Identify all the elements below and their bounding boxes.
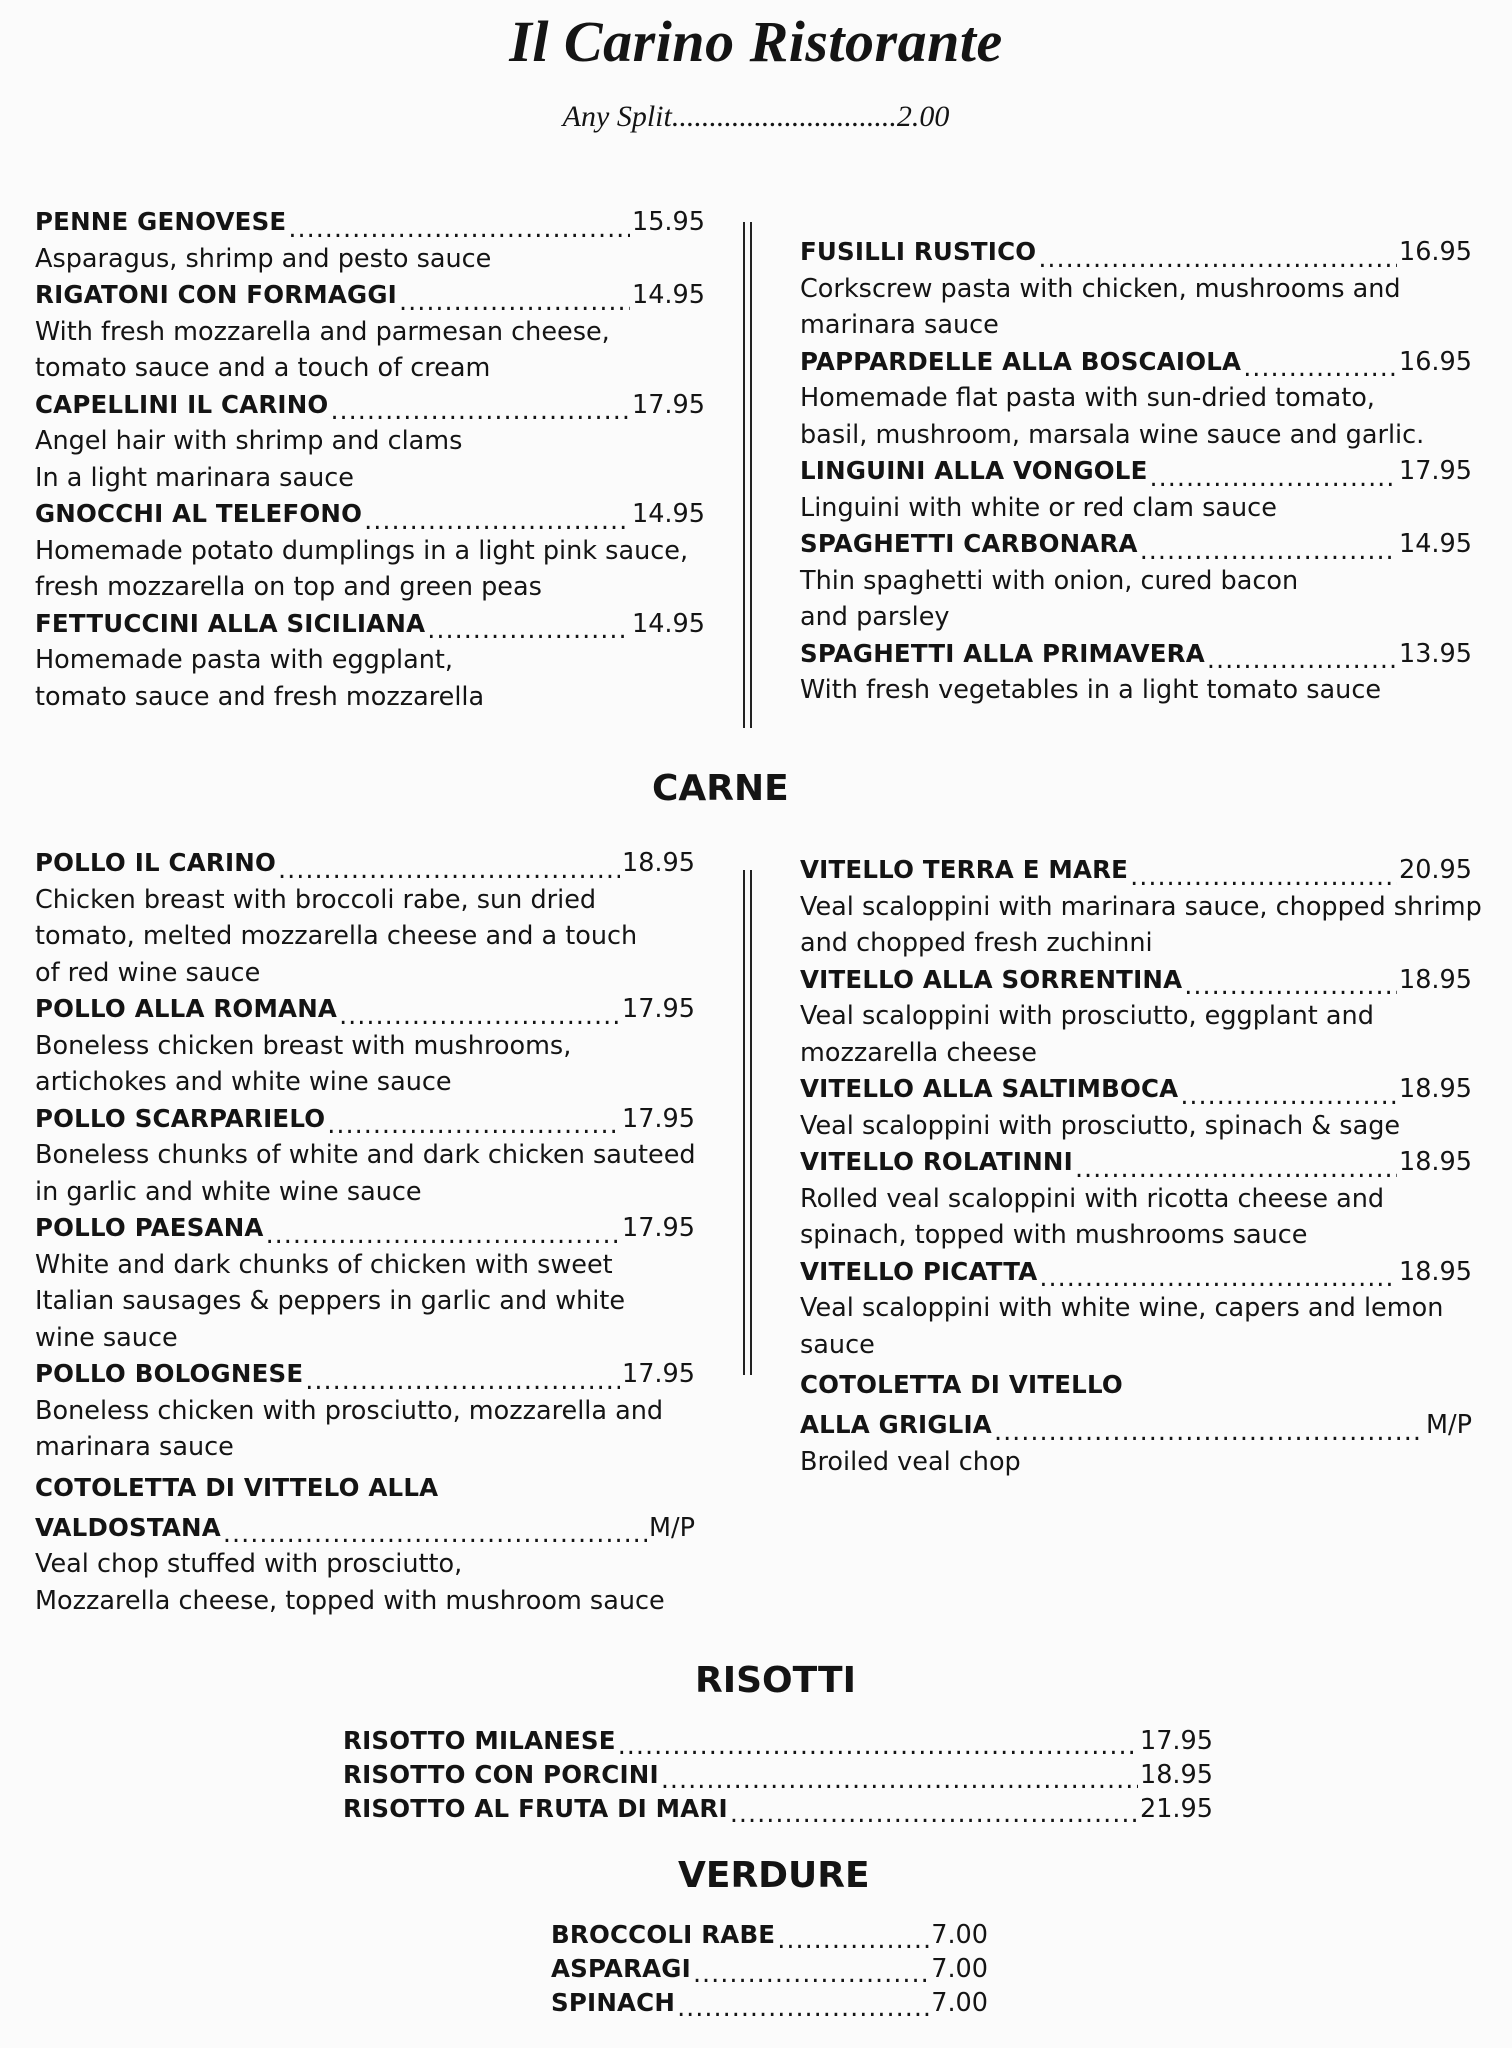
menu-item (35, 1101, 695, 1211)
menu-item-name: PENNE GENOVESE (35, 207, 287, 236)
menu-item-price: 14.95 (631, 608, 705, 639)
dot-leader (661, 1768, 1138, 1792)
menu-item-row (35, 991, 695, 1028)
carne-divider-inner (750, 870, 752, 1375)
menu-item-price: 14.95 (631, 499, 705, 529)
dot-leader (339, 1004, 620, 1028)
menu-item-price: 17.95 (1139, 1726, 1213, 1756)
verdure-heading: VERDURE (678, 1855, 870, 1896)
menu-item-description: and chopped fresh zuchinni (800, 928, 1153, 958)
menu-item (35, 845, 695, 991)
menu-item-row (551, 1918, 988, 1952)
menu-item-description: marinara sauce (35, 1432, 234, 1462)
menu-item (800, 852, 1482, 962)
menu-item (800, 1144, 1472, 1254)
menu-item-row (35, 606, 705, 643)
menu-item-name: POLLO PAESANA (35, 1213, 264, 1242)
risotti-list (343, 1724, 1213, 1826)
menu-item-row (35, 845, 695, 882)
menu-item-description: Broiled veal chop (800, 1446, 1021, 1477)
dot-leader (730, 1802, 1138, 1826)
menu-item-description: Corkscrew pasta with chicken, mushrooms and (800, 273, 1401, 304)
dot-leader (1130, 865, 1397, 889)
menu-item-price: 17.95 (621, 1213, 695, 1243)
menu-item-row (800, 852, 1472, 889)
menu-item (551, 1952, 988, 1986)
dot-leader (1140, 539, 1397, 563)
menu-item-row (35, 1356, 695, 1393)
menu-item-row (343, 1724, 1213, 1758)
menu-item-description: Angel hair with shrimp and clams (35, 426, 463, 456)
menu-item (35, 606, 705, 716)
menu-item-description: With fresh vegetables in a light tomato sauce (800, 675, 1382, 705)
pasta-divider-inner (750, 222, 752, 728)
dot-leader (399, 290, 630, 314)
menu-item-description: Veal scaloppini with white wine, capers and lemon (800, 1293, 1444, 1323)
menu-item-row (551, 1986, 988, 2020)
carne-divider (743, 870, 745, 1375)
menu-item-price: 7.00 (931, 1920, 988, 1950)
menu-item (35, 991, 695, 1101)
menu-item-description: artichokes and white wine sauce (35, 1067, 452, 1097)
menu-item-description: Chicken breast with broccoli rabe, sun dried (35, 884, 597, 915)
menu-item-price: 16.95 (1398, 237, 1472, 267)
menu-item-description: sauce (800, 1329, 875, 1360)
menu-item-name: FUSILLI RUSTICO (800, 237, 1037, 266)
menu-item-description: Linguini with white or red clam sauce (800, 492, 1277, 523)
menu-item-description: Veal scaloppini with prosciutto, eggplant and (800, 1001, 1374, 1031)
menu-item (800, 453, 1472, 526)
menu-item-price: 16.95 (1398, 346, 1472, 377)
menu-item-row (800, 1254, 1472, 1291)
menu-item-description: In a light marinara sauce (35, 462, 354, 493)
menu-item (343, 1792, 1213, 1826)
menu-item (551, 1918, 988, 1952)
menu-item-row (800, 344, 1472, 381)
menu-item-row (35, 1210, 695, 1247)
menu-item-name: SPINACH (551, 1988, 676, 2017)
menu-item-name: LINGUINI ALLA VONGOLE (800, 456, 1148, 485)
menu-item-name: VITELLO TERRA E MARE (800, 855, 1129, 884)
menu-item-price: 18.95 (1398, 1147, 1472, 1177)
menu-item-name: ASPARAGI (551, 1954, 691, 1983)
menu-item-description: spinach, topped with mushrooms sauce (800, 1220, 1308, 1250)
menu-item (800, 962, 1472, 1072)
menu-item-name: VITELLO ALLA SORRENTINA (800, 964, 1183, 994)
menu-item-name: SPAGHETTI CARBONARA (800, 529, 1138, 558)
menu-item-price: 14.95 (631, 280, 705, 310)
menu-item-price: 20.95 (1398, 855, 1472, 885)
menu-item-price: 21.95 (1139, 1794, 1213, 1824)
menu-item-row (800, 1071, 1472, 1108)
dot-leader (693, 1962, 929, 1986)
verdure-list (551, 1918, 988, 2020)
menu-item (800, 1071, 1472, 1144)
menu-item-name: SPAGHETTI ALLA PRIMAVERA (800, 638, 1205, 668)
menu-item-name: POLLO IL CARINO (35, 848, 277, 877)
any-split-line (0, 100, 1512, 134)
menu-item (551, 1986, 988, 2020)
menu-item-name: POLLO ALLA ROMANA (35, 994, 338, 1023)
menu-item (35, 1356, 695, 1466)
menu-item-description: Homemade potato dumplings in a light pink sauce, (35, 535, 689, 566)
menu-item-description: and parsley (800, 602, 950, 632)
pasta-right-column (800, 234, 1472, 709)
carne-right-column (800, 852, 1482, 1480)
menu-item-price: 17.95 (631, 389, 705, 420)
split-price: 2.00 (896, 100, 950, 133)
menu-item-price: 13.95 (1398, 638, 1472, 669)
menu-item-name: POLLO SCARPARIELO (35, 1103, 326, 1133)
menu-item-name: RIGATONI CON FORMAGGI (35, 280, 397, 309)
menu-item-description: wine sauce (35, 1322, 178, 1353)
menu-item-name: VALDOSTANA (35, 1512, 221, 1542)
menu-item-row (35, 387, 705, 424)
pasta-left-column (35, 204, 705, 715)
menu-item-name: RISOTTO AL FRUTA DI MARI (343, 1794, 728, 1823)
restaurant-title: Il Carino Ristorante (509, 9, 1003, 74)
menu-item-row (343, 1758, 1213, 1792)
carne-left-column (35, 845, 695, 1619)
carne-heading: CARNE (652, 768, 789, 809)
menu-item-name: GNOCCHI AL TELEFONO (35, 499, 363, 528)
menu-item-row (35, 1101, 695, 1138)
menu-item-row (800, 526, 1472, 563)
menu-item-description: in garlic and white wine sauce (35, 1176, 422, 1207)
menu-item-description: tomato sauce and a touch of cream (35, 353, 491, 383)
dot-leader (1243, 356, 1397, 380)
dot-leader (994, 1420, 1424, 1444)
menu-item-row (551, 1952, 988, 1986)
menu-item-row (800, 636, 1472, 673)
menu-item-price: 7.00 (931, 1954, 988, 1984)
menu-item-row (800, 962, 1472, 999)
menu-item-description: marinara sauce (800, 310, 999, 340)
menu-item-description: Homemade pasta with eggplant, (35, 645, 454, 675)
menu-item (35, 387, 705, 497)
dot-leader (1207, 648, 1397, 672)
split-label: Any Split (562, 100, 672, 133)
dot-leader (327, 1113, 620, 1137)
dot-leader (677, 1996, 929, 2020)
menu-item-price: 14.95 (1398, 529, 1472, 559)
menu-item (35, 1210, 695, 1356)
menu-item (800, 344, 1472, 454)
menu-item-row (35, 1510, 695, 1547)
menu-item (35, 1466, 695, 1620)
dot-leader (1150, 466, 1397, 490)
menu-item-description: fresh mozzarella on top and green peas (35, 572, 542, 602)
menu-item-name: VITELLO ROLATINNI (800, 1147, 1073, 1176)
menu-item-description: tomato sauce and fresh mozzarella (35, 681, 485, 712)
dot-leader (278, 858, 620, 882)
menu-item-description: Homemade flat pasta with sun-dried tomato, (800, 383, 1375, 413)
dot-leader (427, 618, 630, 642)
menu-item-description: Veal scaloppini with prosciutto, spinach & sage (800, 1110, 1401, 1141)
menu-item-price: 7.00 (931, 1988, 988, 2018)
menu-item-description: White and dark chunks of chicken with sweet (35, 1249, 613, 1280)
menu-item-description: basil, mushroom, marsala wine sauce and garlic. (800, 419, 1425, 450)
dot-leader (330, 399, 630, 423)
menu-item-price: 18.95 (1398, 1256, 1472, 1287)
dot-leader (1038, 247, 1397, 271)
menu-item-row (35, 204, 705, 241)
dot-leader (305, 1369, 620, 1393)
dot-leader (223, 1522, 647, 1546)
menu-item-row (35, 277, 705, 314)
menu-item-price: M/P (649, 1512, 695, 1543)
menu-item (343, 1724, 1213, 1758)
menu-item-description: Boneless chicken with prosciutto, mozzarella and (35, 1395, 664, 1426)
menu-item-description: Boneless chicken breast with mushrooms, (35, 1030, 572, 1061)
menu-item (800, 636, 1472, 709)
dot-leader (1184, 974, 1397, 998)
menu-item-row (800, 1144, 1472, 1181)
menu-item-name: PAPPARDELLE ALLA BOSCAIOLA (800, 346, 1242, 376)
menu-item (800, 1254, 1472, 1364)
risotti-heading: RISOTTI (695, 1660, 856, 1701)
menu-item-name-line1: COTOLETTA DI VITELLO (800, 1370, 1123, 1399)
menu-item-name: VITELLO PICATTA (800, 1256, 1038, 1286)
menu-item-price: 17.95 (1398, 456, 1472, 486)
menu-item-price: 18.95 (621, 848, 695, 878)
menu-item-description: Veal chop stuffed with prosciutto, (35, 1549, 463, 1579)
dot-leader (618, 1734, 1138, 1758)
dot-leader (1039, 1266, 1397, 1290)
menu-item-row (35, 496, 705, 533)
menu-item-price: 17.95 (621, 994, 695, 1024)
menu-item (800, 526, 1472, 636)
menu-item-description: of red wine sauce (35, 957, 261, 988)
menu-item-price: M/P (1426, 1410, 1472, 1440)
menu-item-row (343, 1792, 1213, 1826)
menu-item-row (800, 453, 1472, 490)
dot-leader (777, 1928, 929, 1952)
menu-item-price: 17.95 (621, 1359, 695, 1389)
menu-item-price: 17.95 (621, 1103, 695, 1134)
menu-item-name: FETTUCCINI ALLA SICILIANA (35, 608, 426, 638)
menu-item-row (800, 1407, 1472, 1444)
dot-leader (364, 509, 630, 533)
dot-leader (288, 217, 630, 241)
menu-item-description: Italian sausages & peppers in garlic and white (35, 1286, 626, 1316)
menu-item-name-line1: COTOLETTA DI VITTELO ALLA (35, 1472, 439, 1502)
menu-item-description: Asparagus, shrimp and pesto sauce (35, 243, 492, 274)
menu-item (800, 1363, 1472, 1480)
menu-item-price: 18.95 (1398, 1074, 1472, 1104)
dot-leader (1180, 1084, 1397, 1108)
menu-item-name: POLLO BOLOGNESE (35, 1359, 304, 1388)
menu-item-description: Thin spaghetti with onion, cured bacon (800, 565, 1299, 596)
menu-item-row (800, 234, 1472, 271)
menu-item-price: 18.95 (1139, 1760, 1213, 1790)
menu-item-name: RISOTTO MILANESE (343, 1726, 616, 1755)
menu-item-name: RISOTTO CON PORCINI (343, 1760, 659, 1789)
menu-item-description: With fresh mozzarella and parmesan cheese, (35, 316, 610, 347)
menu-item-description: mozzarella cheese (800, 1037, 1037, 1068)
menu-item-name: BROCCOLI RABE (551, 1920, 776, 1949)
menu-item (35, 496, 705, 606)
menu-item-description: Veal scaloppini with marinara sauce, chopped shrimp (800, 891, 1482, 922)
menu-item-name: CAPELLINI IL CARINO (35, 389, 329, 419)
menu-item-price: 18.95 (1398, 964, 1472, 995)
menu-item (800, 234, 1472, 344)
menu-item-price: 15.95 (631, 207, 705, 237)
menu-item-description: Boneless chunks of white and dark chicken sauteed (35, 1140, 696, 1170)
menu-item-name: VITELLO ALLA SALTIMBOCA (800, 1074, 1179, 1103)
menu-item (343, 1758, 1213, 1792)
menu-item-description: tomato, melted mozzarella cheese and a touch (35, 921, 638, 951)
pasta-divider (743, 222, 745, 728)
dot-leader (266, 1223, 620, 1247)
menu-item (35, 204, 705, 277)
menu-item-description: Rolled veal scaloppini with ricotta cheese and (800, 1183, 1385, 1214)
menu-item (35, 277, 705, 387)
dot-leader (1075, 1157, 1397, 1181)
menu-item-description: Mozzarella cheese, topped with mushroom sauce (35, 1585, 665, 1616)
menu-item-name: ALLA GRIGLIA (800, 1410, 992, 1439)
split-dots: .............................. (671, 100, 897, 133)
